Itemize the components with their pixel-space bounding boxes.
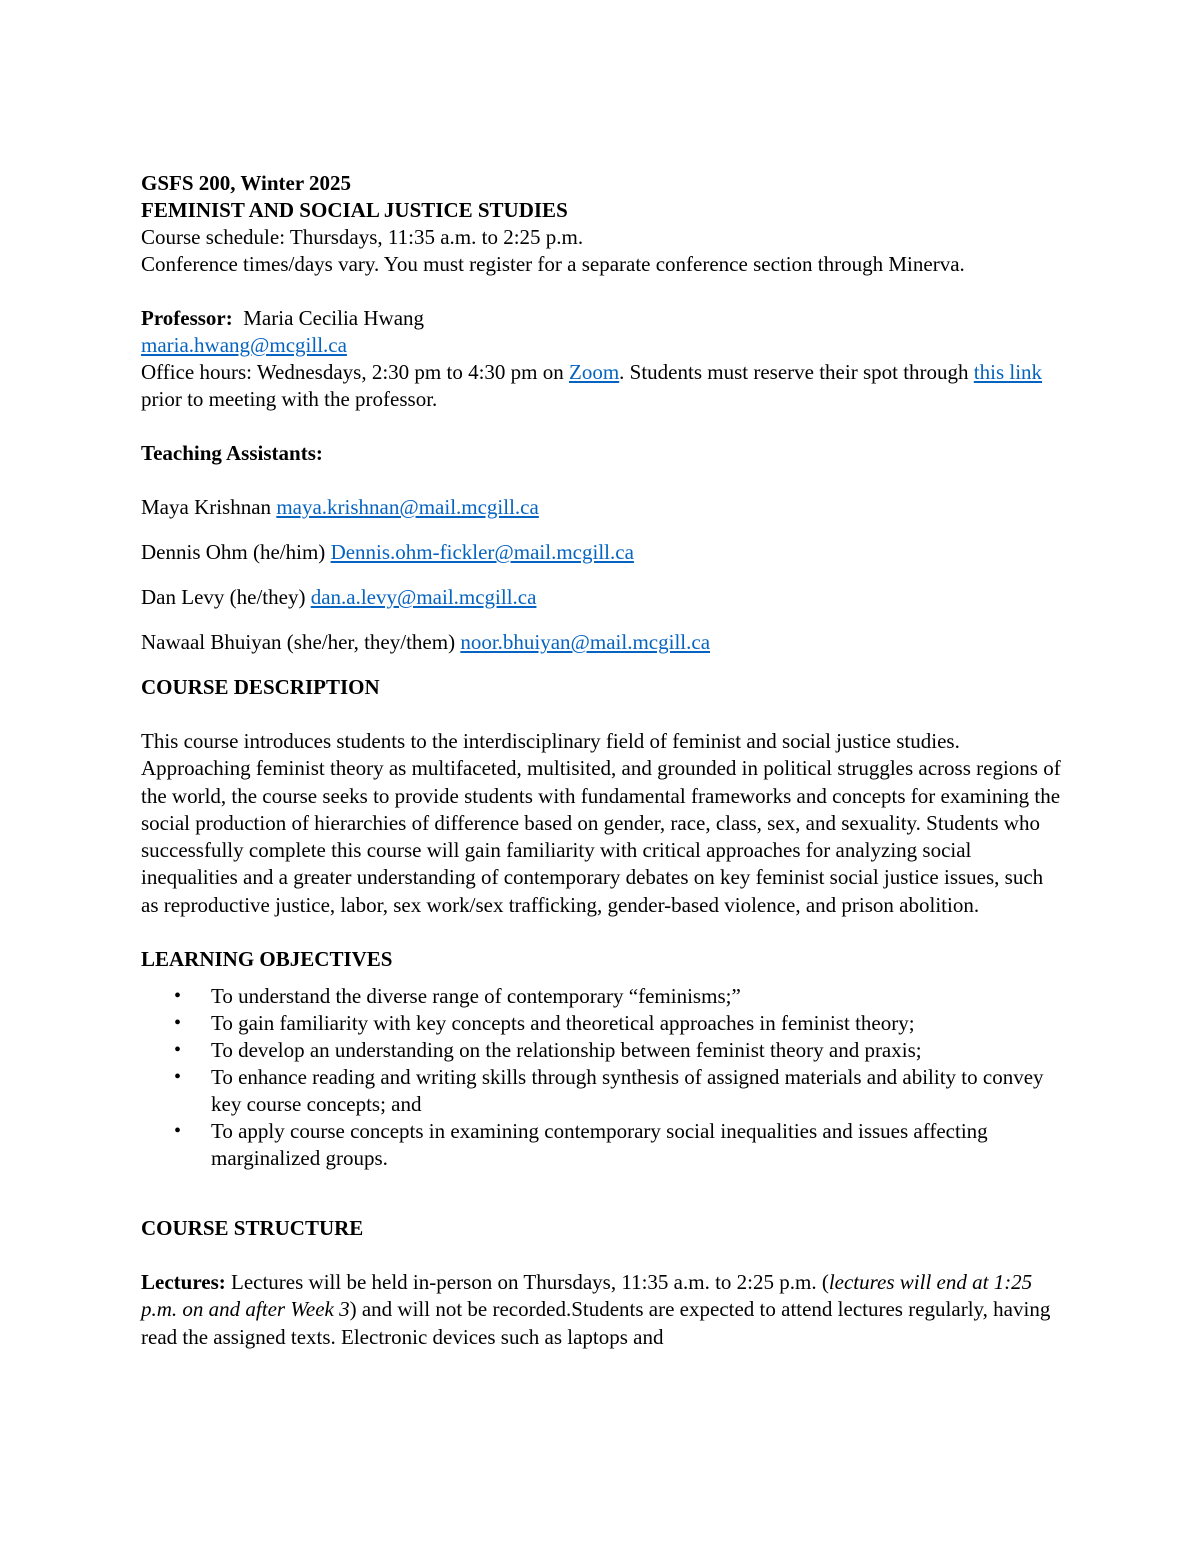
professor-line — [141, 305, 1061, 332]
course-structure-heading: COURSE STRUCTURE — [141, 1216, 364, 1241]
bullet-icon: • — [174, 1066, 182, 1089]
ta-email-link[interactable]: maya.krishnan@mail.mcgill.ca — [276, 495, 539, 519]
ta-email-link[interactable]: noor.bhuiyan@mail.mcgill.ca — [460, 630, 711, 654]
professor-email-link[interactable]: maria.hwang@mcgill.ca — [141, 333, 347, 357]
ta-item — [141, 539, 1061, 566]
ta-email-link[interactable]: dan.a.levy@mail.mcgill.ca — [310, 585, 537, 609]
office-hours — [141, 359, 1061, 413]
professor-name: Maria Cecilia Hwang — [243, 306, 425, 330]
syllabus-content — [141, 170, 1061, 1351]
course-description-heading: COURSE DESCRIPTION — [141, 675, 380, 699]
professor-email-line — [141, 332, 1061, 359]
lectures-italic-note: lectures will end at 1:25 p.m. on and after Week 3 — [141, 1270, 1033, 1322]
office-hours-prefix: Office hours: Wednesdays, 2:30 pm to 4:30 pm on — [141, 360, 564, 384]
lectures-paragraph: Lectures: Lectures will be held in-person on Thursdays, 11:35 a.m. to 2:25 p.m. (lectures will end at 1:25 p.m. on and after Week 3) and will not be recorded.Students are expected to attend lectures regularly, having read the assigned texts. Electronic devices such as laptops and — [141, 1270, 1051, 1349]
course-description-text: This course introduces students to the interdisciplinary field of feminist and social justice studies. Approaching feminist theory as multifaceted, multisited, and grounded in political struggles across regions of the world, the course seeks to provide students with fundamental frameworks and concepts for examining the social production of hierarchies of difference based on gender, race, class, sex, and sexuality. Students who successfully complete this course will gain familiarity with critical approaches for analyzing social inequalities and a greater understanding of contemporary debates on key feminist social justice issues, such as reproductive justice, labor, sex work/sex trafficking, gender-based violence, and prison abolition. — [141, 729, 1061, 917]
course-schedule: Course schedule: Thursdays, 11:35 a.m. to 2:25 p.m. — [141, 225, 584, 249]
learning-objectives-heading: LEARNING OBJECTIVES — [141, 947, 393, 972]
list-item: • To understand the diverse range of contemporary “feminisms;” — [174, 984, 741, 1009]
ta-name: Nawaal Bhuiyan (she/her, they/them) — [141, 630, 456, 654]
bullet-icon: • — [174, 1012, 182, 1035]
bullet-icon: • — [174, 1039, 182, 1062]
bullet-icon: • — [174, 985, 182, 1008]
office-hours-suffix: prior to meeting with the professor. — [141, 387, 438, 411]
lectures-label: Lectures: — [141, 1270, 226, 1295]
list-item: • To apply course concepts in examining contemporary social inequalities and issues affecting marginalized groups. — [174, 1119, 988, 1171]
list-item: • To enhance reading and writing skills through synthesis of assigned materials and ability to convey key course concepts; and — [174, 1065, 1044, 1117]
office-hours-mid: . Students must reserve their spot through — [619, 360, 969, 384]
list-item: • To develop an understanding on the relationship between feminist theory and praxis; — [174, 1038, 922, 1063]
professor-label: Professor: — [141, 306, 233, 330]
course-code: GSFS 200, Winter 2025 — [141, 171, 352, 195]
ta-item — [141, 584, 1061, 611]
ta-name: Maya Krishnan — [141, 495, 272, 519]
ta-name: Dan Levy (he/they) — [141, 585, 306, 609]
bullet-icon: • — [174, 1120, 182, 1143]
list-item: • To gain familiarity with key concepts and theoretical approaches in feminist theory; — [174, 1011, 915, 1036]
conference-note: Conference times/days vary. You must register for a separate conference section through Minerva. — [141, 252, 965, 276]
learning-objectives-list — [141, 983, 1061, 1172]
ta-item — [141, 629, 1061, 656]
ta-name: Dennis Ohm (he/him) — [141, 540, 326, 564]
ta-item — [141, 494, 1061, 521]
zoom-link[interactable]: Zoom — [569, 360, 620, 384]
course-title: FEMINIST AND SOCIAL JUSTICE STUDIES — [141, 198, 568, 222]
ta-heading: Teaching Assistants: — [141, 441, 323, 465]
ta-email-link[interactable]: Dennis.ohm-fickler@mail.mcgill.ca — [330, 540, 634, 564]
reservation-link[interactable]: this link — [973, 360, 1043, 384]
